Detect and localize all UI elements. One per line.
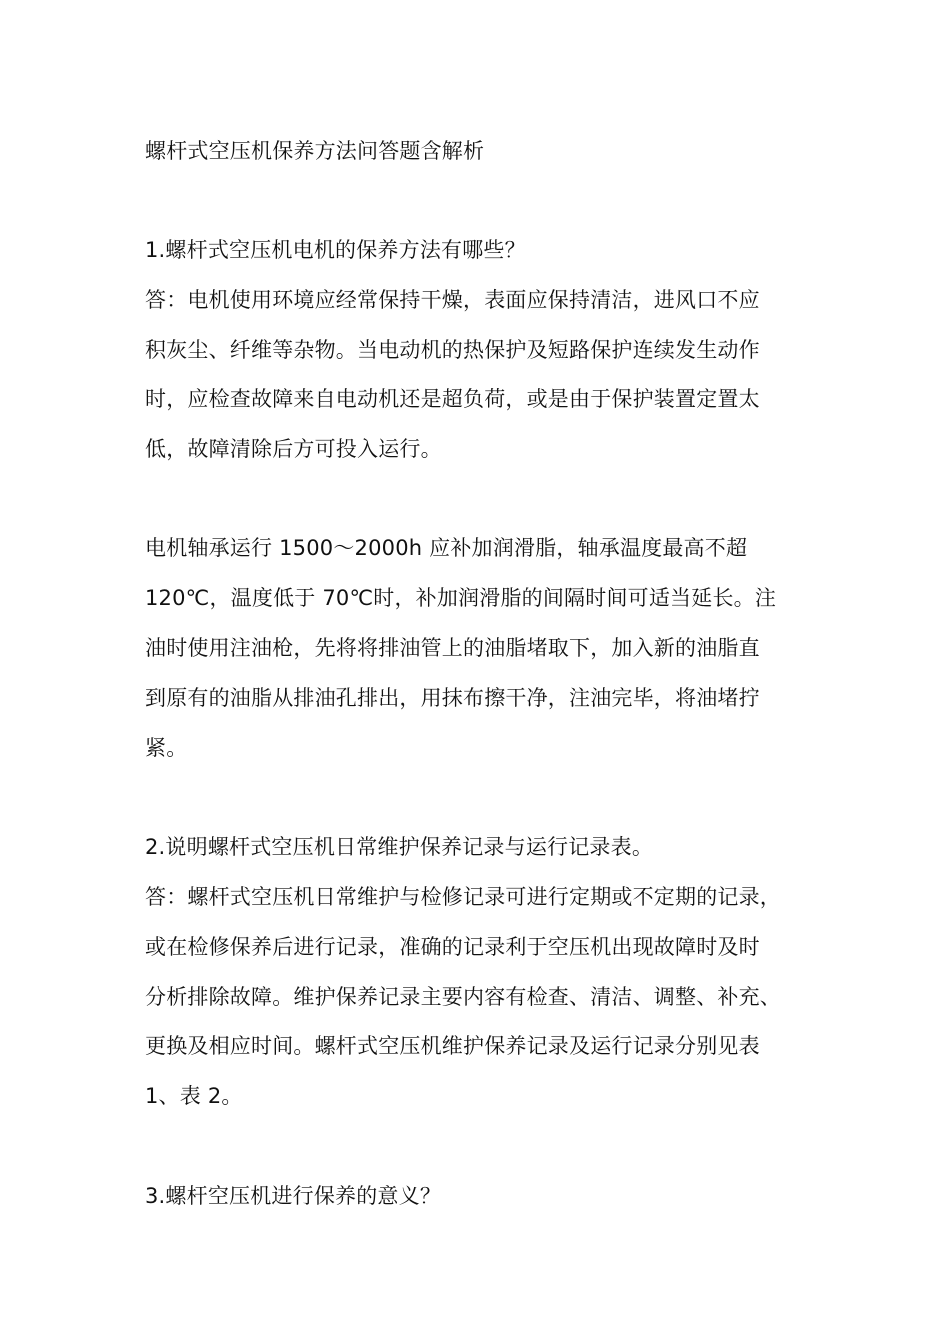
answer-1-line: 积灰尘、纤维等杂物。当电动机的热保护及短路保护连续发生动作	[145, 338, 760, 362]
document-title: 螺杆式空压机保养方法问答题含解析	[145, 139, 485, 163]
paragraph-2-line: 电机轴承运行 1500～2000h 应补加润滑脂，轴承温度最高不超	[145, 536, 748, 560]
question-1: 1.螺杆式空压机电机的保养方法有哪些？	[145, 238, 526, 262]
answer-1-line: 时，应检查故障来自电动机还是超负荷，或是由于保护装置定置太	[145, 387, 760, 411]
question-3: 3.螺杆空压机进行保养的意义？	[145, 1184, 442, 1208]
answer-2-line: 答：螺杆式空压机日常维护与检修记录可进行定期或不定期的记录，	[145, 885, 781, 909]
question-2: 2.说明螺杆式空压机日常维护保养记录与运行记录表。	[145, 835, 654, 859]
paragraph-2-line: 紧。	[145, 736, 188, 760]
answer-2-line: 更换及相应时间。螺杆式空压机维护保养记录及运行记录分别见表	[145, 1034, 760, 1058]
answer-1-line: 答：电机使用环境应经常保持干燥，表面应保持清洁，进风口不应	[145, 288, 760, 312]
answer-2-line: 1、表 2。	[145, 1084, 243, 1108]
answer-1-line: 低，故障清除后方可投入运行。	[145, 437, 442, 461]
answer-2-line: 分析排除故障。维护保养记录主要内容有检查、清洁、调整、补充、	[145, 985, 781, 1009]
paragraph-2-line: 油时使用注油枪，先将将排油管上的油脂堵取下，加入新的油脂直	[145, 636, 760, 660]
answer-2-line: 或在检修保养后进行记录，准确的记录利于空压机出现故障时及时	[145, 935, 760, 959]
paragraph-2-line: 到原有的油脂从排油孔排出，用抹布擦干净，注油完毕，将油堵拧	[145, 686, 760, 710]
paragraph-2-line: 120℃，温度低于 70℃时，补加润滑脂的间隔时间可适当延长。注	[145, 586, 777, 610]
